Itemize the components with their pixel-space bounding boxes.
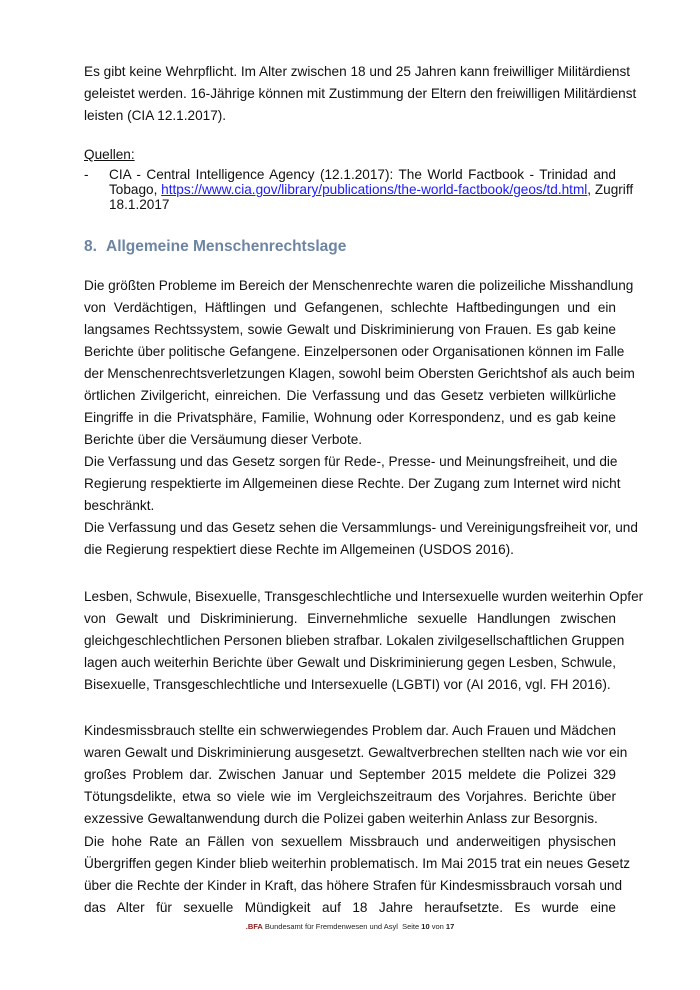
text-line: geleistet werden. 16-Jährige können mit Zustimmung der Eltern den freiwilligen Militärdienst	[84, 86, 637, 101]
section-title: Allgemeine Menschenrechtslage	[106, 238, 347, 255]
text-line: Berichte über politische Gefangene. Einzelpersonen oder Organisationen können im Falle	[84, 344, 625, 359]
text-line: Eingriffe in die Privatsphäre, Familie, Wohnung oder Korrespondenz, und es gab keine	[84, 410, 616, 425]
bfa-logo: .BFA	[245, 922, 263, 931]
body-paragraph	[84, 831, 631, 919]
source-text: , Zugriff	[587, 182, 634, 197]
text-line: Lesben, Schwule, Bisexuelle, Transgeschlechtliche und Intersexuelle wurden weiterhin Opfer	[84, 589, 644, 604]
text-line: Die Verfassung und das Gesetz sorgen für Rede-, Presse- und Meinungsfreiheit, und die	[84, 454, 618, 469]
text-line: Die Verfassung und das Gesetz sehen die Versammlungs- und Vereinigungsfreiheit vor, und	[84, 520, 638, 535]
text-line: Regierung respektierte im Allgemeinen diese Rechte. Der Zugang zum Internet wird nicht	[84, 476, 621, 491]
footer-org: Bundesamt für Fremdenwesen und Asyl	[264, 922, 398, 931]
text-line: Tötungsdelikte, etwa so viele wie im Vergleichszeitraum des Vorjahres. Berichte über	[84, 789, 616, 804]
text-line: großes Problem dar. Zwischen Januar und September 2015 meldete die Polizei 329	[84, 767, 616, 782]
section-heading	[84, 238, 616, 256]
text-line: leisten (CIA 12.1.2017).	[84, 108, 227, 123]
text-line: das Alter für sexuelle Mündigkeit auf 18 Jahre heraufsetzte. Es wurde eine	[84, 900, 616, 915]
body-paragraph	[84, 586, 644, 696]
footer-page-number: 10	[421, 922, 430, 931]
source-line	[84, 182, 634, 197]
bullet: -	[84, 167, 89, 182]
text-line: Die hohe Rate an Fällen von sexuellem Missbrauch und anderweitigen physischen	[84, 834, 616, 849]
source-line: CIA - Central Intelligence Agency (12.1.2017): The World Factbook - Trinidad and	[109, 167, 616, 182]
text-line: lagen auch weiterhin Berichte über Gewalt und Diskriminierung gegen Lesben, Schwule,	[84, 655, 616, 670]
text-line: Übergriffen gegen Kinder blieb weiterhin problematisch. Im Mai 2015 trat ein neues Gesetz	[84, 856, 631, 871]
text-line: exzessive Gewaltanwendung durch die Polizei gaben weiterhin Anlass zur Besorgnis.	[84, 811, 598, 826]
text-line: gleichgeschlechtlichen Personen blieben strafbar. Lokalen zivilgesellschaftlichen Gruppen	[84, 633, 625, 648]
paragraph-military-service	[84, 61, 637, 127]
text-line: Die größten Probleme im Bereich der Menschenrechte waren die polizeiliche Misshandlung	[84, 278, 634, 293]
text-line: Berichte über die Versäumung dieser Verbote.	[84, 432, 363, 447]
footer-of-label: von	[431, 922, 444, 931]
text-line: beschränkt.	[84, 498, 155, 513]
footer-page-total: 17	[445, 922, 455, 931]
page-footer	[0, 922, 700, 931]
text-line: die Regierung respektiert diese Rechte im Allgemeinen (USDOS 2016).	[84, 542, 514, 557]
text-line: von Gewalt und Diskriminierung. Einvernehmliche sexuelle Handlungen zwischen	[84, 611, 616, 626]
source-line: 18.1.2017	[109, 197, 170, 212]
sources-list	[84, 167, 634, 212]
sources-title: Quellen:	[84, 147, 135, 162]
body-paragraph	[84, 720, 628, 830]
source-text: Tobago,	[109, 182, 158, 197]
text-line: der Menschenrechtsverletzungen Klagen, sowohl beim Obersten Gerichtshof als auch beim	[84, 366, 635, 381]
section-number: 8.	[84, 238, 97, 255]
sources-heading	[84, 146, 616, 164]
text-line: Es gibt keine Wehrpflicht. Im Alter zwischen 18 und 25 Jahren kann freiwilliger Militärdienst	[84, 64, 631, 79]
source-link[interactable]: https://www.cia.gov/library/publications/the-world-factbook/geos/td.html	[161, 182, 588, 197]
body-paragraph	[84, 275, 635, 451]
body-paragraph	[84, 517, 638, 561]
text-line: Kindesmissbrauch stellte ein schwerwiegendes Problem dar. Auch Frauen und Mädchen	[84, 723, 616, 738]
text-line: über die Rechte der Kinder in Kraft, das höhere Strafen für Kindesmissbrauch vorsah und	[84, 878, 623, 893]
footer-page-label: Seite	[402, 922, 420, 931]
text-line: langsames Rechtssystem, sowie Gewalt und Diskriminierung von Frauen. Es gab keine	[84, 322, 616, 337]
body-paragraph	[84, 451, 621, 517]
text-line: von Verdächtigen, Häftlingen und Gefangenen, schlechte Haftbedingungen und ein	[84, 300, 616, 315]
text-line: Bisexuelle, Transgeschlechtliche und Intersexuelle (LGBTI) vor (AI 2016, vgl. FH 2016).	[84, 677, 611, 692]
text-line: waren Gewalt und Diskriminierung ausgesetzt. Gewaltverbrechen stellten nach wie vor ein	[84, 745, 628, 760]
text-line: örtlichen Zivilgericht, einreichen. Die Verfassung und das Gesetz verbieten willkürliche	[84, 388, 616, 403]
